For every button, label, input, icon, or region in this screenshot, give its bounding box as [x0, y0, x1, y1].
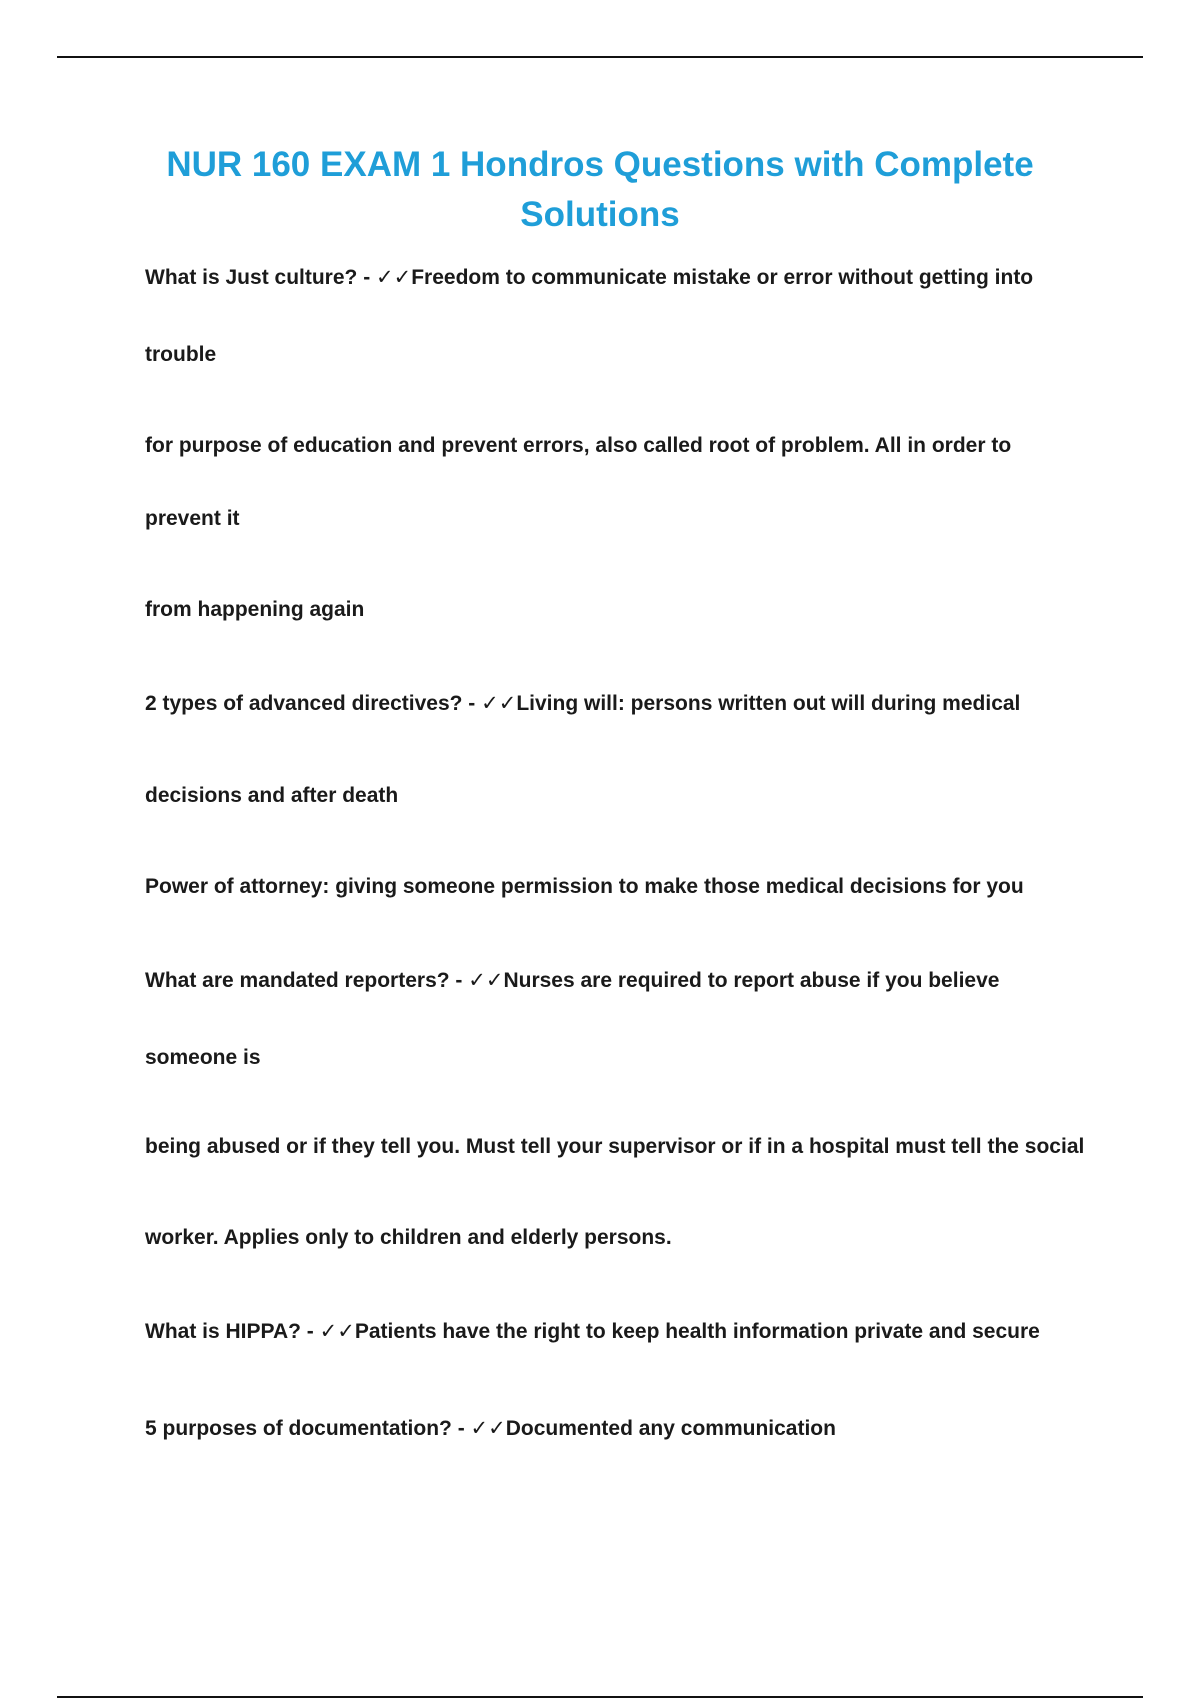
separator: - [357, 266, 377, 289]
separator: - [300, 1320, 320, 1343]
separator: - [462, 692, 482, 715]
double-check-icon: ✓✓ [319, 1319, 355, 1343]
question-text: 2 types of advanced directives? [145, 692, 463, 715]
double-check-icon: ✓✓ [470, 1416, 506, 1440]
answer-line: being abused or if they tell you. Must tell your supervisor or if in a hospital must tell the social [145, 1135, 1085, 1158]
double-check-icon: ✓✓ [468, 968, 504, 992]
question-text: What is Just culture? [145, 266, 358, 289]
answer-line: worker. Applies only to children and elderly persons. [145, 1226, 672, 1249]
question-text: What is HIPPA? [145, 1320, 301, 1343]
qa-1-first-line [145, 264, 1033, 291]
separator: - [451, 1417, 471, 1440]
answer-line: Power of attorney: giving someone permission to make those medical decisions for you [145, 875, 1024, 898]
answer-line: prevent it [145, 507, 240, 530]
question-text: What are mandated reporters? [145, 969, 450, 992]
answer-line: for purpose of education and prevent errors, also called root of problem. All in order to [145, 434, 1012, 457]
double-check-icon: ✓✓ [481, 691, 517, 715]
answer-line: decisions and after death [145, 784, 399, 807]
answer-text: Patients have the right to keep health information private and secure [354, 1320, 1040, 1343]
qa-3-first-line [145, 967, 999, 994]
qa-2-first-line [145, 690, 1020, 717]
qa-5-first-line [145, 1415, 836, 1442]
answer-text: Nurses are required to report abuse if you believe [503, 969, 1000, 992]
bottom-rule [57, 1696, 1143, 1698]
document-title: NUR 160 EXAM 1 Hondros Questions with Complete Solutions [166, 145, 1034, 234]
answer-line: from happening again [145, 598, 365, 621]
answer-line: trouble [145, 343, 217, 366]
answer-text: Freedom to communicate mistake or error without getting into [411, 266, 1034, 289]
double-check-icon: ✓✓ [376, 265, 412, 289]
top-rule [57, 56, 1143, 58]
answer-text: Documented any communication [505, 1417, 836, 1440]
answer-line: someone is [145, 1046, 261, 1069]
qa-4-first-line [145, 1318, 1040, 1345]
question-text: 5 purposes of documentation? [145, 1417, 452, 1440]
answer-text: Living will: persons written out will during medical [516, 692, 1021, 715]
separator: - [449, 969, 469, 992]
